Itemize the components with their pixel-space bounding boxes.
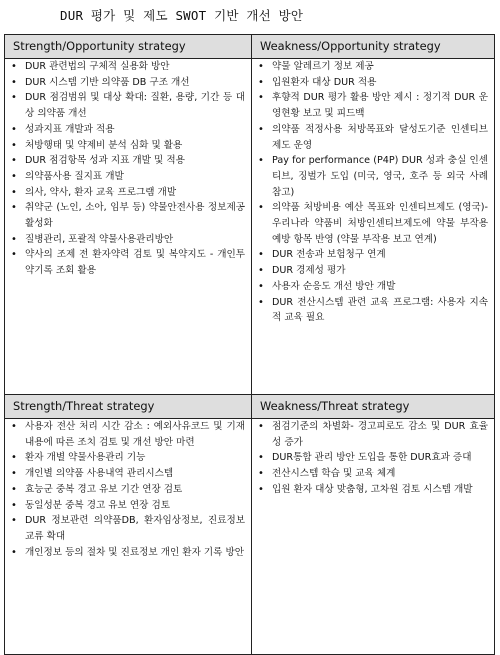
list-item: • DUR 경제성 평가 xyxy=(252,263,494,279)
list-item: • 질병관리, 포괄적 약물사용관리방안 xyxy=(5,232,251,248)
so-list xyxy=(5,59,251,279)
list-item: • 효능군 중복 경고 유보 기간 연장 검토 xyxy=(5,482,251,498)
list-item: • 입원환자 대상 DUR 적용 xyxy=(252,75,494,91)
swot-header-row-top xyxy=(5,35,495,59)
list-item: • DUR통합 관리 방안 도입을 통한 DUR효과 증대 xyxy=(252,450,494,466)
so-header: Strength/Opportunity strategy xyxy=(13,39,186,53)
list-item: • DUR 점검항목 성과 지표 개발 및 적용 xyxy=(5,153,251,169)
so-header-cell xyxy=(5,35,252,59)
list-item: • 환자 개별 약물사용관리 기능 xyxy=(5,450,251,466)
document-title: DUR 평가 및 제도 SWOT 기반 개선 방안 xyxy=(60,8,304,23)
wo-cell xyxy=(252,59,495,395)
list-item: • 개인정보 등의 절차 및 진료정보 개인 환자 기록 방안 xyxy=(5,545,251,561)
list-item: • DUR 정보관련 의약품DB, 환자임상정보, 진료정보 교류 확대 xyxy=(5,513,251,544)
st-cell xyxy=(5,419,252,655)
swot-header-row-bottom xyxy=(5,395,495,419)
list-item: • DUR 전산시스템 관련 교육 프로그램: 사용자 지속적 교육 필요 xyxy=(252,295,494,326)
wt-list xyxy=(252,419,494,498)
st-header: Strength/Threat strategy xyxy=(13,399,155,413)
list-item: • 입원 환자 대상 맞춤형, 고차원 검토 시스템 개발 xyxy=(252,482,494,498)
list-item: • DUR 시스템 기반 의약품 DB 구조 개선 xyxy=(5,75,251,91)
wt-header: Weakness/Threat strategy xyxy=(260,399,410,413)
swot-body-row-bottom xyxy=(5,419,495,655)
wo-header: Weakness/Opportunity strategy xyxy=(260,39,441,53)
list-item: • 점검기준의 차별화- 경고피로도 감소 및 DUR 효율성 증가 xyxy=(252,419,494,450)
st-list xyxy=(5,419,251,560)
list-item: • DUR 점검범위 및 대상 확대: 질환, 용량, 기간 등 대상 의약품 개선 xyxy=(5,90,251,121)
list-item: • 의사, 약사, 환자 교육 프로그램 개발 xyxy=(5,185,251,201)
swot-table xyxy=(4,34,495,655)
list-item: • 성과지표 개발과 적용 xyxy=(5,122,251,138)
wt-header-cell xyxy=(252,395,495,419)
list-item: • 약사의 조제 전 환자약력 검토 및 복약지도 - 개인투약기록 조회 활용 xyxy=(5,247,251,278)
list-item: • 의약품사용 질지표 개발 xyxy=(5,169,251,185)
list-item: • 의약품 적정사용 처방목표와 달성도기준 인센티브제도 운영 xyxy=(252,122,494,153)
list-item: • DUR 관련법의 구체적 실용화 방안 xyxy=(5,59,251,75)
wt-cell xyxy=(252,419,495,655)
list-item: • 처방행태 및 약제비 분석 심화 및 활용 xyxy=(5,138,251,154)
list-item: • DUR 전송과 보험청구 연계 xyxy=(252,247,494,263)
st-header-cell xyxy=(5,395,252,419)
list-item: • 개인별 의약품 사용내역 관리시스템 xyxy=(5,466,251,482)
list-item: • 전산시스템 학습 및 교육 체계 xyxy=(252,466,494,482)
list-item: • 취약군 (노인, 소아, 임부 등) 약물안전사용 정보제공 활성화 xyxy=(5,200,251,231)
list-item: • 사용자 순응도 개선 방안 개발 xyxy=(252,279,494,295)
list-item: • 동일성분 중복 경고 유보 연장 검토 xyxy=(5,498,251,514)
list-item: • Pay for performance (P4P) DUR 성과 충실 인센티브, 징벌가 도입 (미국, 영국, 호주 등 외국 사례 참고) xyxy=(252,153,494,200)
list-item: • 후향적 DUR 평가 활용 방안 제시 : 정기적 DUR 운영현황 보고 및 피드백 xyxy=(252,90,494,121)
wo-header-cell xyxy=(252,35,495,59)
list-item: • 약물 알레르기 정보 제공 xyxy=(252,59,494,75)
so-cell xyxy=(5,59,252,395)
list-item: • 사용자 전산 처리 시간 감소 : 예외사유코드 및 기재내용에 따른 조치 검토 및 개선 방안 마련 xyxy=(5,419,251,450)
swot-body-row-top xyxy=(5,59,495,395)
wo-list xyxy=(252,59,494,326)
list-item: • 의약품 처방비용 예산 목표와 인센티브제도 (영국)- 우리나라 약품비 처방인센티브제도에 약물 부작용 예방 항목 반영 (약물 부작용 보고 연계) xyxy=(252,200,494,247)
